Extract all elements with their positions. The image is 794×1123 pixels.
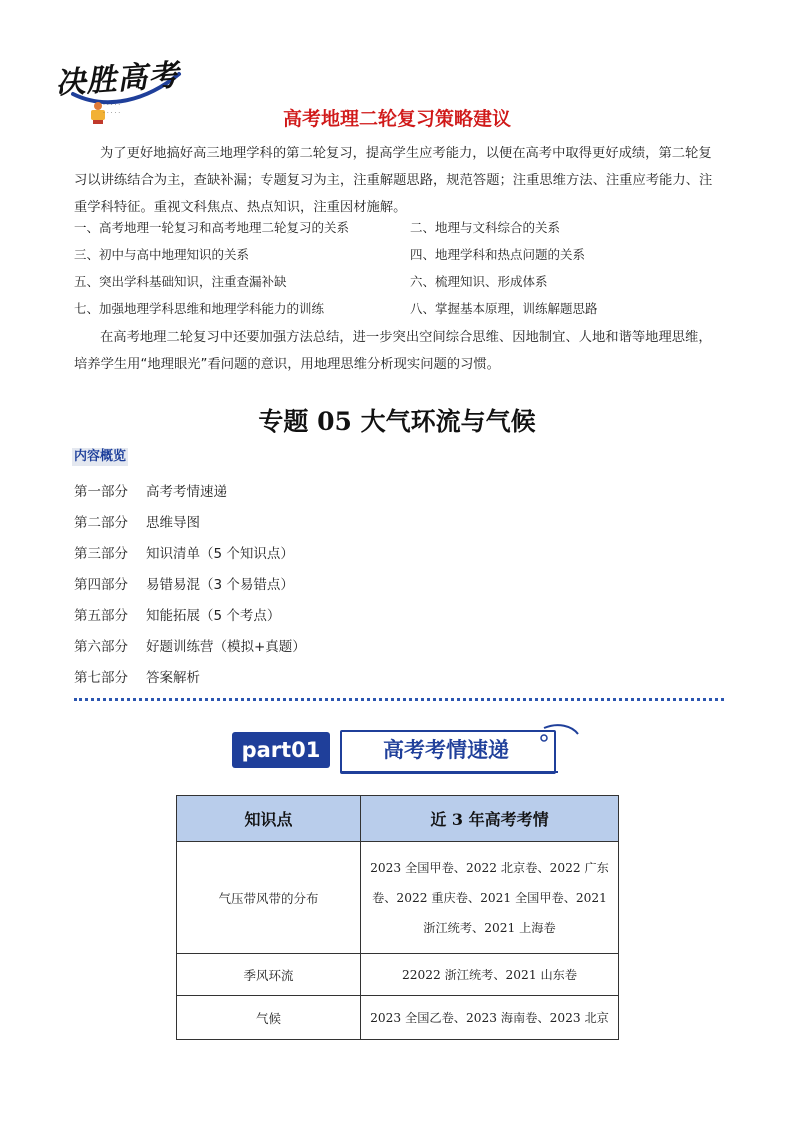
- table-row: [177, 842, 619, 954]
- part-number: 第二部分: [74, 515, 128, 531]
- table-row: [177, 954, 619, 996]
- column-header: 近 3 年高考考情: [361, 796, 619, 842]
- part-number: 第六部分: [74, 639, 128, 655]
- document-title: 高考地理二轮复习策略建议: [282, 108, 511, 130]
- banner-title: 高考考情速递: [383, 738, 509, 762]
- part-title: 知识清单（5 个知识点）: [146, 546, 294, 562]
- strategy-point: 二、地理与文科综合的关系: [410, 220, 561, 235]
- part-number: 第七部分: [74, 670, 128, 686]
- knowledge-point-cell: 气候: [177, 996, 361, 1040]
- strategy-point: 三、初中与高中地理知识的关系: [74, 247, 250, 262]
- exam-trend-table: [176, 795, 619, 1040]
- list-item: [74, 604, 280, 626]
- part-number-badge: part01: [232, 732, 330, 768]
- column-header: 知识点: [177, 796, 361, 842]
- part-number: 第一部分: [74, 484, 128, 500]
- exam-list-cell: 2023 全国甲卷、2022 北京卷、2022 广东卷、2022 重庆卷、2021 全国甲卷、2021 浙江统考、2021 上海卷: [361, 842, 619, 954]
- section-divider: [74, 698, 724, 701]
- list-item: [74, 480, 227, 502]
- table-header-row: [177, 796, 619, 842]
- list-item: [74, 573, 294, 595]
- strategy-point: 六、梳理知识、形成体系: [410, 274, 548, 289]
- part-number: 第五部分: [74, 608, 128, 624]
- list-item: [74, 542, 294, 564]
- part-banner: [228, 724, 588, 780]
- exam-list-cell: 2023 全国乙卷、2023 海南卷、2023 北京: [361, 996, 619, 1040]
- method-paragraph: 在高考地理二轮复习中还要加强方法总结，进一步突出空间综合思维、因地制宜、人地和谐等地理思维，培养学生用“地理眼光”看问题的意识，用地理思维分析现实问题的习惯。: [74, 330, 712, 372]
- strategy-point: 八、掌握基本原理，训练解题思路: [410, 301, 598, 316]
- part-number: 第四部分: [74, 577, 128, 593]
- part-title: 思维导图: [146, 515, 200, 531]
- list-item: [74, 666, 200, 688]
- part-title: 好题训练营（模拟+真题）: [146, 639, 306, 655]
- part-number: 第三部分: [74, 546, 128, 562]
- logo-text: 决胜高考: [54, 57, 181, 102]
- part-title: 答案解析: [146, 670, 200, 686]
- overview-label: 内容概览: [74, 449, 127, 464]
- knowledge-point-cell: 季风环流: [177, 954, 361, 996]
- table-row: [177, 996, 619, 1040]
- strategy-point: 七、加强地理学科思维和地理学科能力的训练: [74, 301, 325, 316]
- part-title: 易错易混（3 个易错点）: [146, 577, 294, 593]
- logo-subtitle: · · · · · · · · · ·: [103, 102, 121, 117]
- list-item: [74, 635, 306, 657]
- strategy-point: 四、地理学科和热点问题的关系: [410, 247, 586, 262]
- strategy-point: 一、高考地理一轮复习和高考地理二轮复习的关系: [74, 220, 350, 235]
- strategy-point: 五、突出学科基础知识，注重查漏补缺: [74, 274, 287, 289]
- knowledge-point-cell: 气压带风带的分布: [177, 842, 361, 954]
- exam-list-cell: 22022 浙江统考、2021 山东卷: [361, 954, 619, 996]
- list-item: [74, 511, 200, 533]
- part-title: 知能拓展（5 个考点）: [146, 608, 281, 624]
- part-title: 高考考情速递: [146, 484, 227, 500]
- topic-title: 专题 05 大气环流与气候: [258, 407, 536, 436]
- intro-paragraph: 为了更好地搞好高三地理学科的第二轮复习，提高学生应考能力，以便在高考中取得更好成绩，第二轮复习以讲练结合为主，查缺补漏；专题复习为主，注重解题思路，规范答题；注重思维方法、注重应考能力、注重学科特征。重视文科焦点、热点知识，注重因材施解。: [74, 146, 713, 215]
